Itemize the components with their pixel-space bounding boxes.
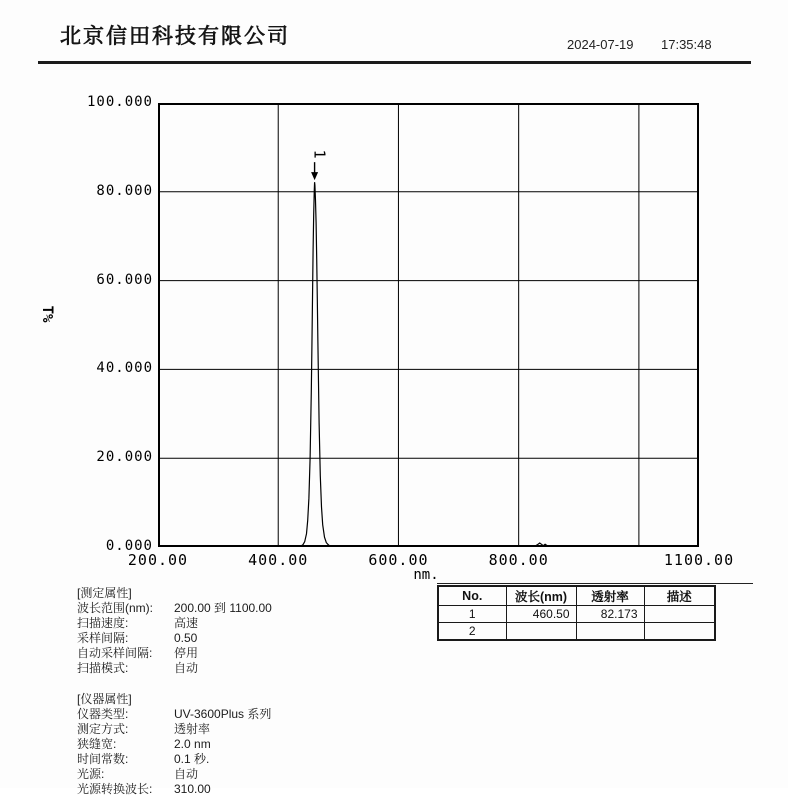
peak-label: 1 [310, 149, 329, 159]
x-axis-title: nm. [413, 567, 439, 583]
x-tick-label: 600.00 [368, 551, 429, 569]
y-tick-label: 20.000 [96, 449, 153, 466]
y-tick-label: 100.000 [86, 94, 153, 110]
instrument-properties [77, 692, 437, 797]
table-top-rule [437, 583, 753, 584]
property-value: 停用 [174, 646, 199, 660]
cell-wavelength: 460.50 [506, 606, 576, 623]
property-value: 0.1 秒. [174, 752, 210, 766]
spectrum-curve [158, 182, 699, 547]
property-row [77, 737, 437, 752]
cell-wavelength [506, 623, 576, 641]
cell-no: 2 [438, 623, 506, 641]
property-label: 扫描速度: [77, 616, 129, 630]
property-row [77, 782, 437, 797]
property-label: 扫描模式: [77, 661, 129, 675]
property-value: 自动 [174, 661, 199, 675]
property-label: 狭缝宽: [77, 737, 117, 751]
property-row [77, 616, 437, 631]
company-title: 北京信田科技有限公司 [60, 25, 290, 48]
plot-border [159, 104, 698, 546]
instrument-properties-title: [仪器属性] [77, 692, 132, 706]
report-date: 2024-07-19 [567, 37, 634, 52]
col-header-transmittance: 透射率 [576, 586, 644, 606]
x-tick-label: 200.00 [127, 551, 189, 569]
property-label: 波长范围(nm): [77, 601, 153, 615]
peak-results-table [437, 585, 716, 641]
spectrum-plot [158, 103, 699, 547]
property-value: 200.00 到 1100.00 [174, 601, 272, 615]
col-header-description: 描述 [644, 586, 715, 606]
property-value: 0.50 [174, 631, 198, 645]
property-row [77, 752, 437, 767]
property-row [77, 601, 437, 616]
col-header-wavelength: 波长(nm) [506, 586, 576, 606]
table-row [438, 606, 715, 623]
properties-panel [77, 586, 437, 797]
cell-description [644, 606, 715, 623]
property-row [77, 767, 437, 782]
y-tick-label: 80.000 [96, 182, 153, 199]
cell-transmittance [576, 623, 644, 641]
y-axis-title: T% [39, 305, 55, 323]
property-row [77, 631, 437, 646]
col-header-no: No. [438, 586, 506, 606]
peak-arrow-head [311, 172, 318, 180]
measurement-properties-title: [测定属性] [77, 586, 132, 600]
property-label: 光源转换波长: [77, 782, 153, 796]
cell-description [644, 623, 715, 641]
property-row [77, 661, 437, 676]
table-row [438, 623, 715, 641]
property-row [77, 722, 437, 737]
property-label: 光源: [77, 767, 105, 781]
property-label: 采样间隔: [77, 631, 129, 645]
property-value: UV-3600Plus 系列 [174, 707, 272, 721]
property-value: 自动 [174, 767, 199, 781]
cell-no: 1 [438, 606, 506, 623]
header-divider [38, 61, 751, 64]
property-row [77, 646, 437, 661]
y-tick-label: 0.000 [105, 538, 153, 554]
x-tick-label: 800.00 [488, 551, 549, 569]
x-tick-label: 400.00 [248, 551, 309, 569]
spectrum-chart [158, 103, 699, 547]
property-label: 时间常数: [77, 752, 129, 766]
y-tick-label: 60.000 [96, 271, 153, 288]
y-tick-label: 40.000 [96, 360, 153, 377]
table-header-row [438, 586, 715, 606]
property-value: 透射率 [174, 722, 211, 736]
property-row [77, 707, 437, 722]
property-value: 310.00 [174, 782, 211, 796]
report-time: 17:35:48 [661, 37, 712, 52]
cell-transmittance: 82.173 [576, 606, 644, 623]
x-tick-label: 1100.00 [663, 551, 735, 569]
property-label: 仪器类型: [77, 707, 129, 721]
measurement-properties [77, 586, 437, 676]
property-value: 2.0 nm [174, 737, 211, 751]
property-value: 高速 [174, 616, 199, 630]
property-label: 自动采样间隔: [77, 646, 153, 660]
property-label: 测定方式: [77, 722, 129, 736]
